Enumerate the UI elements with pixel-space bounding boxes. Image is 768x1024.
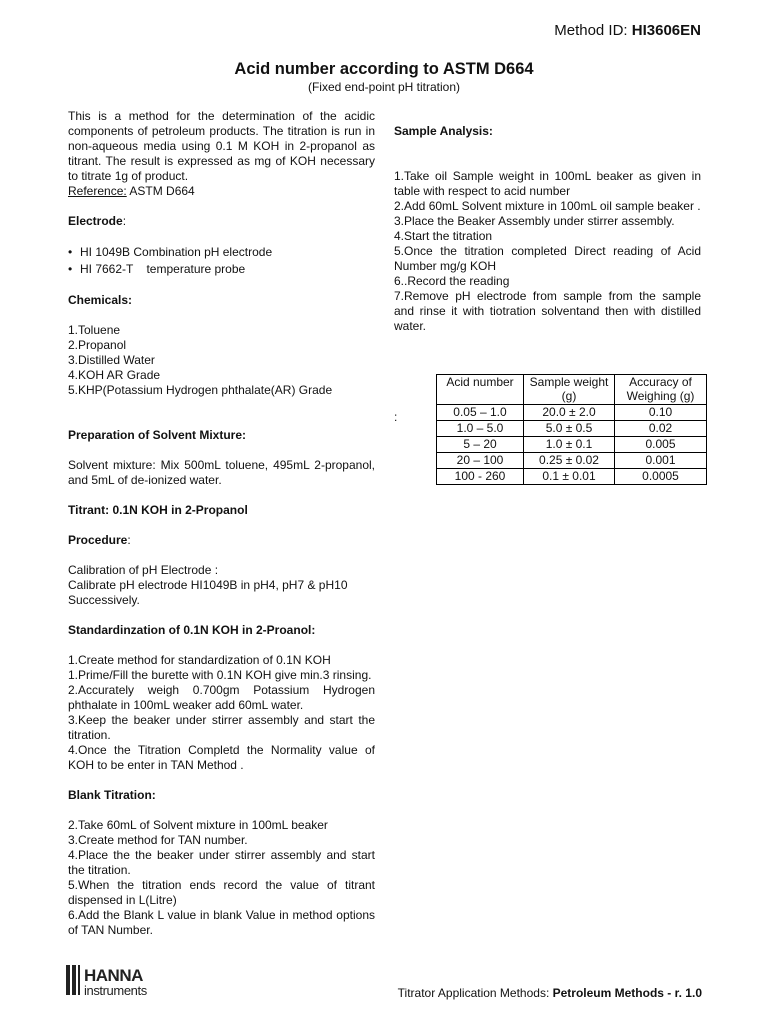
method-id-value: HI3606EN: [631, 22, 701, 39]
list-item: 5.Once the titration completed Direct reading of Acid Number mg/g KOH: [394, 244, 701, 273]
svg-text:HANNA: HANNA: [84, 966, 143, 985]
chemicals-heading: Chemicals:: [68, 293, 133, 307]
list-item: 2.Accurately weigh 0.700gm Potassium Hydrogen phthalate in 100mL weaker add 60mL water.: [68, 683, 375, 712]
reference-value: ASTM D664: [129, 184, 195, 198]
left-column: [68, 109, 375, 938]
list-item: 1.Create method for standardization of 0.1N KOH: [68, 653, 331, 667]
table-cell: 0.1 ± 0.01: [524, 469, 615, 485]
right-column: [394, 124, 701, 334]
table-cell: 1.0 – 5.0: [437, 421, 524, 437]
hanna-logo: [66, 963, 176, 999]
list-item: 7.Remove pH electrode from sample from the sample and rinse it with tiotration solventand then with distilled water.: [394, 289, 701, 333]
table-header-row: [437, 375, 707, 405]
table-cell: 20.0 ± 2.0: [524, 405, 615, 421]
table-cell: 100 - 260: [437, 469, 524, 485]
list-item: 2.Add 60mL Solvent mixture in 100mL oil sample beaker .: [394, 199, 701, 213]
intro-paragraph: This is a method for the determination of the acidic components of petroleum products. The titration is run in non-aqueous media using 0.1 M KOH in 2-propanol as titrant. The result is expressed as mg of KOH necessary to titrate 1g of product.: [68, 109, 375, 183]
list-item: 4.KOH AR Grade: [68, 368, 161, 382]
list-item: 2.Propanol: [68, 338, 127, 352]
table-row: [437, 469, 707, 485]
electrode-list: [68, 244, 375, 278]
calibration-text: Calibrate pH electrode HI1049B in pH4, pH7 & pH10 Successively.: [68, 578, 348, 607]
table-row: [437, 437, 707, 453]
list-item: 4.Start the titration: [394, 229, 493, 243]
footer-bold: Petroleum Methods - r. 1.0: [552, 986, 702, 1000]
list-item: 5.When the titration ends record the value of titrant dispensed in L(Litre): [68, 878, 375, 907]
list-item: 3.Place the Beaker Assembly under stirrer assembly.: [394, 214, 675, 228]
sample-heading: Sample Analysis:: [394, 124, 493, 138]
reference-label: Reference:: [68, 184, 127, 198]
reference-line: [68, 184, 375, 199]
table-cell: 5 – 20: [437, 437, 524, 453]
table-header-cell: Acid number: [437, 375, 524, 405]
list-item: 1.Toluene: [68, 323, 121, 337]
table-cell: 0.25 ± 0.02: [524, 453, 615, 469]
table-row: [437, 405, 707, 421]
list-item: 1.Prime/Fill the burette with 0.1N KOH give min.3 rinsing.: [68, 668, 372, 682]
procedure-heading: Procedure:: [68, 533, 131, 547]
list-item: 2.Take 60mL of Solvent mixture in 100mL beaker: [68, 818, 328, 832]
list-item: 6..Record the reading: [394, 274, 510, 288]
solvent-text: Solvent mixture: Mix 500mL toluene, 495mL 2-propanol, and 5mL of de-ionized water.: [68, 458, 375, 487]
table-cell: 0.02: [615, 421, 707, 437]
list-item: 6.Add the Blank L value in blank Value in method options of TAN Number.: [68, 908, 375, 937]
table-cell: 0.001: [615, 453, 707, 469]
table-cell: 1.0 ± 0.1: [524, 437, 615, 453]
acid-number-table: [436, 374, 707, 485]
page-subtitle: (Fixed end-point pH titration): [307, 80, 461, 94]
table-cell: 0.10: [615, 405, 707, 421]
electrode-heading: Electrode:: [68, 214, 127, 228]
footer-prefix: Titrator Application Methods:: [397, 986, 553, 1000]
table-cell: 0.0005: [615, 469, 707, 485]
table-cell: 20 – 100: [437, 453, 524, 469]
table-cell: 0.05 – 1.0: [437, 405, 524, 421]
blank-heading: Blank Titration:: [68, 788, 156, 802]
method-id: [554, 22, 701, 39]
table-header-cell: Sample weight (g): [524, 375, 615, 405]
standardization-heading: Standardinzation of 0.1N KOH in 2-Proanol:: [68, 623, 316, 637]
table-header-cell: Accuracy of Weighing (g): [615, 375, 707, 405]
list-item: • HI 7662-T temperature probe: [68, 261, 375, 278]
table-cell: 0.005: [615, 437, 707, 453]
page-title: Acid number according to ASTM D664: [234, 60, 534, 78]
list-item: • HI 1049B Combination pH electrode: [68, 244, 375, 261]
list-item: 3.Keep the beaker under stirrer assembly and start the titration.: [68, 713, 375, 742]
list-item: 1.Take oil Sample weight in 100mL beaker as given in table with respect to acid number: [394, 169, 701, 198]
stray-colon: :: [394, 410, 398, 424]
table-cell: 5.0 ± 0.5: [524, 421, 615, 437]
list-item: 4.Place the the beaker under stirrer assembly and start the titration.: [68, 848, 375, 877]
calibration-label: Calibration of pH Electrode :: [68, 563, 219, 577]
list-item: 3.Distilled Water: [68, 353, 155, 367]
list-item: 5.KHP(Potassium Hydrogen phthalate(AR) Grade: [68, 383, 333, 397]
footer-text: [398, 986, 702, 1000]
solvent-heading: Preparation of Solvent Mixture:: [68, 428, 247, 442]
table-row: [437, 453, 707, 469]
method-id-label: Method ID:: [554, 22, 628, 39]
list-item: 3.Create method for TAN number.: [68, 833, 248, 847]
list-item: 4.Once the Titration Completd the Normality value of KOH to be enter in TAN Method .: [68, 743, 375, 772]
svg-text:instruments: instruments: [84, 983, 147, 998]
table-row: [437, 421, 707, 437]
titrant-heading: Titrant: 0.1N KOH in 2-Propanol: [68, 503, 248, 517]
